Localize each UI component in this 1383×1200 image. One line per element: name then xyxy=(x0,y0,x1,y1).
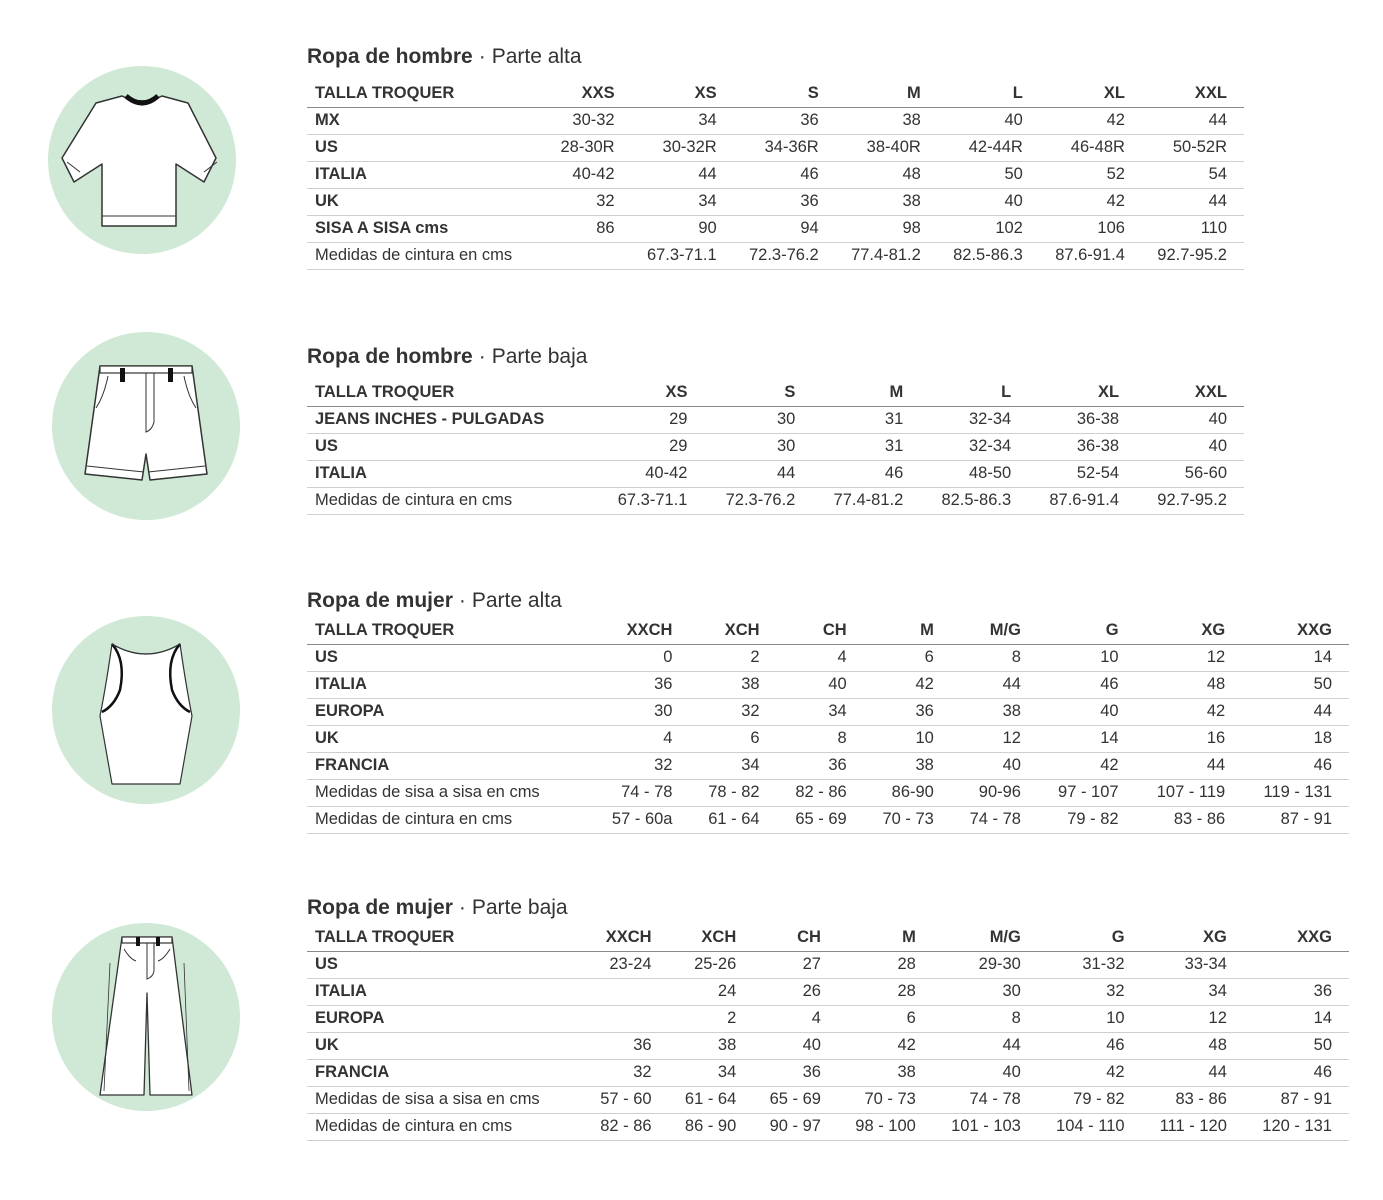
size-value-cell: 90 xyxy=(632,215,734,242)
row-label: JEANS INCHES - PULGADAS xyxy=(307,406,597,433)
size-value-cell: 40 xyxy=(1136,433,1244,460)
size-value-cell: 57 - 60 xyxy=(584,1086,669,1113)
table-header-row xyxy=(307,379,1244,406)
table-row xyxy=(307,779,1349,806)
size-value-cell: 44 xyxy=(951,671,1038,698)
size-value-cell: 86 xyxy=(546,215,631,242)
size-value-cell: 44 xyxy=(933,1032,1038,1059)
size-value-cell: 44 xyxy=(1136,752,1243,779)
size-value-cell: 52-54 xyxy=(1028,460,1136,487)
size-value-cell: 40 xyxy=(1136,406,1244,433)
size-value-cell: 90-96 xyxy=(951,779,1038,806)
size-value-cell: 79 - 82 xyxy=(1038,806,1136,833)
size-value-cell: 30 xyxy=(704,433,812,460)
size-value-cell: 36 xyxy=(1244,978,1349,1005)
row-label: ITALIA xyxy=(307,161,546,188)
tank-top-icon-circle xyxy=(52,616,240,804)
column-header-label: TALLA TROQUER xyxy=(307,924,584,951)
size-value-cell: 12 xyxy=(1142,1005,1244,1032)
size-value-cell: 107 - 119 xyxy=(1136,779,1243,806)
size-value-cell: 34-36R xyxy=(734,134,836,161)
row-label: ITALIA xyxy=(307,460,597,487)
tshirt-icon xyxy=(48,66,236,254)
table-row xyxy=(307,161,1244,188)
size-value-cell: 31 xyxy=(812,406,920,433)
size-value-cell: 42 xyxy=(838,1032,933,1059)
size-value-cell: 6 xyxy=(689,725,776,752)
row-label: Medidas de cintura en cms xyxy=(307,1113,584,1140)
size-value-cell: 48-50 xyxy=(920,460,1028,487)
size-value-cell: 36 xyxy=(734,188,836,215)
size-value-cell: 40 xyxy=(753,1032,838,1059)
size-value-cell: 4 xyxy=(592,725,690,752)
size-value-cell: 102 xyxy=(938,215,1040,242)
size-value-cell: 101 - 103 xyxy=(933,1113,1038,1140)
column-header-size: XXCH xyxy=(592,617,690,644)
size-value-cell: 67.3-71.1 xyxy=(632,242,734,269)
column-header-size: M/G xyxy=(933,924,1038,951)
size-value-cell: 32 xyxy=(546,188,631,215)
size-value-cell: 61 - 64 xyxy=(689,806,776,833)
size-value-cell: 31 xyxy=(812,433,920,460)
size-value-cell: 31-32 xyxy=(1038,951,1142,978)
column-header-label: TALLA TROQUER xyxy=(307,80,546,107)
table-row xyxy=(307,698,1349,725)
size-value-cell: 120 - 131 xyxy=(1244,1113,1349,1140)
size-value-cell xyxy=(1244,951,1349,978)
size-value-cell: 26 xyxy=(753,978,838,1005)
size-value-cell: 82 - 86 xyxy=(777,779,864,806)
size-value-cell: 28 xyxy=(838,951,933,978)
column-header-size: CH xyxy=(777,617,864,644)
size-value-cell xyxy=(546,242,631,269)
size-value-cell: 33-34 xyxy=(1142,951,1244,978)
section-title-separator: · xyxy=(478,345,486,368)
size-value-cell: 40 xyxy=(951,752,1038,779)
column-header-size: M xyxy=(812,379,920,406)
column-header-size: XS xyxy=(632,80,734,107)
table-row xyxy=(307,215,1244,242)
size-value-cell: 83 - 86 xyxy=(1142,1086,1244,1113)
size-value-cell: 10 xyxy=(1038,644,1136,671)
column-header-size: G xyxy=(1038,617,1136,644)
size-value-cell: 77.4-81.2 xyxy=(836,242,938,269)
size-value-cell: 48 xyxy=(1136,671,1243,698)
section-title-rest: Parte alta xyxy=(471,589,562,612)
column-header-label: TALLA TROQUER xyxy=(307,379,597,406)
table-row xyxy=(307,671,1349,698)
size-value-cell: 32 xyxy=(1038,978,1142,1005)
size-value-cell: 50 xyxy=(1242,671,1349,698)
section-title-separator: · xyxy=(458,589,466,612)
size-value-cell: 44 xyxy=(1142,107,1244,134)
table-row xyxy=(307,1113,1349,1140)
size-value-cell: 65 - 69 xyxy=(753,1086,838,1113)
size-value-cell: 42 xyxy=(1038,1059,1142,1086)
column-header-size: XG xyxy=(1142,924,1244,951)
size-value-cell: 30-32 xyxy=(546,107,631,134)
size-value-cell: 8 xyxy=(933,1005,1038,1032)
section-title-men-top xyxy=(307,45,582,69)
row-label: UK xyxy=(307,188,546,215)
size-value-cell xyxy=(584,1005,669,1032)
size-value-cell: 30 xyxy=(592,698,690,725)
size-value-cell: 56-60 xyxy=(1136,460,1244,487)
size-value-cell: 10 xyxy=(1038,1005,1142,1032)
size-value-cell: 94 xyxy=(734,215,836,242)
size-value-cell: 38 xyxy=(838,1059,933,1086)
size-value-cell: 32 xyxy=(689,698,776,725)
size-value-cell: 10 xyxy=(864,725,951,752)
size-value-cell: 28 xyxy=(838,978,933,1005)
table-row xyxy=(307,1059,1349,1086)
section-title-bold: Ropa de mujer xyxy=(307,896,453,919)
size-value-cell: 40 xyxy=(933,1059,1038,1086)
section-title-separator: · xyxy=(458,896,466,919)
row-label: Medidas de cintura en cms xyxy=(307,806,592,833)
column-header-size: XL xyxy=(1040,80,1142,107)
size-value-cell: 72.3-76.2 xyxy=(734,242,836,269)
size-value-cell: 38 xyxy=(836,188,938,215)
size-value-cell: 46-48R xyxy=(1040,134,1142,161)
size-value-cell: 46 xyxy=(1038,1032,1142,1059)
column-header-size: M/G xyxy=(951,617,1038,644)
size-value-cell: 34 xyxy=(632,107,734,134)
size-value-cell: 6 xyxy=(838,1005,933,1032)
tshirt-icon-circle xyxy=(48,66,236,254)
size-value-cell: 36 xyxy=(753,1059,838,1086)
size-value-cell: 42 xyxy=(1040,107,1142,134)
size-value-cell: 36 xyxy=(584,1032,669,1059)
column-header-label: TALLA TROQUER xyxy=(307,617,592,644)
size-value-cell: 74 - 78 xyxy=(951,806,1038,833)
size-value-cell: 14 xyxy=(1242,644,1349,671)
size-value-cell: 57 - 60a xyxy=(592,806,690,833)
size-value-cell: 16 xyxy=(1136,725,1243,752)
size-value-cell: 12 xyxy=(951,725,1038,752)
row-label: UK xyxy=(307,1032,584,1059)
size-value-cell: 30 xyxy=(704,406,812,433)
size-value-cell: 104 - 110 xyxy=(1038,1113,1142,1140)
size-value-cell: 34 xyxy=(632,188,734,215)
row-label: SISA A SISA cms xyxy=(307,215,546,242)
size-value-cell: 8 xyxy=(951,644,1038,671)
size-value-cell: 32-34 xyxy=(920,406,1028,433)
size-value-cell: 40-42 xyxy=(546,161,631,188)
size-value-cell: 29 xyxy=(597,406,705,433)
section-title-women-bottom xyxy=(307,896,568,920)
size-value-cell: 46 xyxy=(1242,752,1349,779)
size-value-cell: 65 - 69 xyxy=(777,806,864,833)
column-header-size: M xyxy=(836,80,938,107)
table-row xyxy=(307,951,1349,978)
size-value-cell: 54 xyxy=(1142,161,1244,188)
size-value-cell: 52 xyxy=(1040,161,1142,188)
size-value-cell: 42 xyxy=(864,671,951,698)
size-value-cell: 46 xyxy=(1244,1059,1349,1086)
table-row xyxy=(307,978,1349,1005)
size-value-cell: 36-38 xyxy=(1028,406,1136,433)
table-row xyxy=(307,433,1244,460)
size-value-cell: 87 - 91 xyxy=(1244,1086,1349,1113)
size-value-cell: 23-24 xyxy=(584,951,669,978)
size-value-cell: 36-38 xyxy=(1028,433,1136,460)
size-value-cell: 8 xyxy=(777,725,864,752)
size-value-cell: 46 xyxy=(734,161,836,188)
table-row xyxy=(307,460,1244,487)
row-label: Medidas de sisa a sisa en cms xyxy=(307,1086,584,1113)
size-value-cell: 82 - 86 xyxy=(584,1113,669,1140)
size-table-men-bottom xyxy=(307,379,1244,515)
size-value-cell: 50 xyxy=(938,161,1040,188)
row-label: ITALIA xyxy=(307,671,592,698)
column-header-size: S xyxy=(734,80,836,107)
size-value-cell: 24 xyxy=(669,978,754,1005)
size-value-cell: 34 xyxy=(669,1059,754,1086)
size-value-cell: 44 xyxy=(1142,1059,1244,1086)
size-value-cell: 32 xyxy=(592,752,690,779)
table-row xyxy=(307,752,1349,779)
size-value-cell: 46 xyxy=(812,460,920,487)
size-value-cell: 29-30 xyxy=(933,951,1038,978)
column-header-size: XL xyxy=(1028,379,1136,406)
size-value-cell: 77.4-81.2 xyxy=(812,487,920,514)
column-header-size: XCH xyxy=(689,617,776,644)
table-row xyxy=(307,487,1244,514)
row-label: UK xyxy=(307,725,592,752)
table-row xyxy=(307,188,1244,215)
column-header-size: XXG xyxy=(1244,924,1349,951)
size-value-cell: 14 xyxy=(1244,1005,1349,1032)
row-label: US xyxy=(307,433,597,460)
size-value-cell: 36 xyxy=(864,698,951,725)
size-value-cell: 32 xyxy=(584,1059,669,1086)
size-value-cell: 6 xyxy=(864,644,951,671)
size-value-cell: 18 xyxy=(1242,725,1349,752)
size-value-cell: 44 xyxy=(1242,698,1349,725)
size-value-cell: 40 xyxy=(777,671,864,698)
size-value-cell: 70 - 73 xyxy=(838,1086,933,1113)
size-value-cell: 12 xyxy=(1136,644,1243,671)
size-value-cell: 34 xyxy=(777,698,864,725)
size-value-cell: 87.6-91.4 xyxy=(1040,242,1142,269)
section-title-men-bottom xyxy=(307,345,587,369)
size-value-cell: 30-32R xyxy=(632,134,734,161)
row-label: US xyxy=(307,644,592,671)
size-value-cell: 0 xyxy=(592,644,690,671)
size-value-cell: 90 - 97 xyxy=(753,1113,838,1140)
column-header-size: XXCH xyxy=(584,924,669,951)
size-value-cell: 119 - 131 xyxy=(1242,779,1349,806)
size-value-cell: 110 xyxy=(1142,215,1244,242)
size-value-cell: 92.7-95.2 xyxy=(1136,487,1244,514)
size-value-cell: 78 - 82 xyxy=(689,779,776,806)
size-value-cell: 32-34 xyxy=(920,433,1028,460)
column-header-size: L xyxy=(920,379,1028,406)
row-label: Medidas de sisa a sisa en cms xyxy=(307,779,592,806)
size-value-cell: 74 - 78 xyxy=(933,1086,1038,1113)
size-value-cell: 70 - 73 xyxy=(864,806,951,833)
size-value-cell: 34 xyxy=(1142,978,1244,1005)
section-title-rest: Parte baja xyxy=(471,896,568,919)
size-value-cell: 44 xyxy=(1142,188,1244,215)
size-value-cell: 34 xyxy=(689,752,776,779)
row-label: FRANCIA xyxy=(307,1059,584,1086)
table-row xyxy=(307,1032,1349,1059)
size-value-cell: 2 xyxy=(669,1005,754,1032)
column-header-size: L xyxy=(938,80,1040,107)
row-label: ITALIA xyxy=(307,978,584,1005)
size-value-cell: 42 xyxy=(1038,752,1136,779)
row-label: US xyxy=(307,134,546,161)
size-value-cell: 38 xyxy=(951,698,1038,725)
size-value-cell: 40 xyxy=(938,188,1040,215)
table-header-row xyxy=(307,617,1349,644)
size-value-cell: 79 - 82 xyxy=(1038,1086,1142,1113)
section-title-bold: Ropa de hombre xyxy=(307,345,473,368)
size-value-cell: 4 xyxy=(777,644,864,671)
table-row xyxy=(307,1005,1349,1032)
size-value-cell: 36 xyxy=(592,671,690,698)
size-value-cell: 74 - 78 xyxy=(592,779,690,806)
size-value-cell: 36 xyxy=(734,107,836,134)
size-value-cell: 36 xyxy=(777,752,864,779)
size-value-cell: 44 xyxy=(704,460,812,487)
table-row xyxy=(307,134,1244,161)
size-value-cell: 87 - 91 xyxy=(1242,806,1349,833)
size-value-cell: 48 xyxy=(836,161,938,188)
row-label: FRANCIA xyxy=(307,752,592,779)
size-value-cell: 67.3-71.1 xyxy=(597,487,705,514)
size-value-cell: 97 - 107 xyxy=(1038,779,1136,806)
table-header-row xyxy=(307,80,1244,107)
size-value-cell: 61 - 64 xyxy=(669,1086,754,1113)
size-table-men-top xyxy=(307,80,1244,270)
table-row xyxy=(307,644,1349,671)
pants-icon-circle xyxy=(52,923,240,1111)
size-value-cell: 4 xyxy=(753,1005,838,1032)
size-value-cell: 30 xyxy=(933,978,1038,1005)
row-label: MX xyxy=(307,107,546,134)
shorts-icon-circle xyxy=(52,332,240,520)
size-value-cell: 14 xyxy=(1038,725,1136,752)
tank-top-icon xyxy=(52,616,240,804)
size-value-cell: 42 xyxy=(1040,188,1142,215)
pants-icon xyxy=(52,923,240,1111)
size-value-cell: 38-40R xyxy=(836,134,938,161)
size-value-cell: 42-44R xyxy=(938,134,1040,161)
size-value-cell: 38 xyxy=(669,1032,754,1059)
size-value-cell: 42 xyxy=(1136,698,1243,725)
column-header-size: M xyxy=(838,924,933,951)
column-header-size: S xyxy=(704,379,812,406)
size-value-cell: 87.6-91.4 xyxy=(1028,487,1136,514)
row-label: EUROPA xyxy=(307,1005,584,1032)
size-value-cell: 82.5-86.3 xyxy=(938,242,1040,269)
size-value-cell: 111 - 120 xyxy=(1142,1113,1244,1140)
size-value-cell: 98 xyxy=(836,215,938,242)
table-row xyxy=(307,1086,1349,1113)
size-value-cell: 38 xyxy=(689,671,776,698)
size-value-cell: 40 xyxy=(938,107,1040,134)
table-row xyxy=(307,725,1349,752)
size-value-cell: 86 - 90 xyxy=(669,1113,754,1140)
section-title-rest: Parte baja xyxy=(491,345,588,368)
row-label: Medidas de cintura en cms xyxy=(307,242,546,269)
size-value-cell: 28-30R xyxy=(546,134,631,161)
section-title-separator: · xyxy=(478,45,486,68)
table-row xyxy=(307,406,1244,433)
size-value-cell xyxy=(584,978,669,1005)
size-value-cell: 25-26 xyxy=(669,951,754,978)
size-value-cell: 27 xyxy=(753,951,838,978)
size-value-cell: 92.7-95.2 xyxy=(1142,242,1244,269)
size-value-cell: 82.5-86.3 xyxy=(920,487,1028,514)
size-value-cell: 48 xyxy=(1142,1032,1244,1059)
column-header-size: G xyxy=(1038,924,1142,951)
size-value-cell: 38 xyxy=(836,107,938,134)
table-row xyxy=(307,107,1244,134)
size-value-cell: 46 xyxy=(1038,671,1136,698)
column-header-size: XXS xyxy=(546,80,631,107)
column-header-size: XG xyxy=(1136,617,1243,644)
size-value-cell: 72.3-76.2 xyxy=(704,487,812,514)
shorts-icon xyxy=(52,332,240,520)
size-value-cell: 38 xyxy=(864,752,951,779)
size-value-cell: 106 xyxy=(1040,215,1142,242)
size-value-cell: 44 xyxy=(632,161,734,188)
table-row xyxy=(307,242,1244,269)
table-row xyxy=(307,806,1349,833)
column-header-size: CH xyxy=(753,924,838,951)
size-value-cell: 29 xyxy=(597,433,705,460)
size-value-cell: 98 - 100 xyxy=(838,1113,933,1140)
column-header-size: XXG xyxy=(1242,617,1349,644)
column-header-size: M xyxy=(864,617,951,644)
section-title-rest: Parte alta xyxy=(491,45,582,68)
size-value-cell: 86-90 xyxy=(864,779,951,806)
size-value-cell: 40 xyxy=(1038,698,1136,725)
size-table-women-bottom xyxy=(307,924,1349,1141)
size-value-cell: 50 xyxy=(1244,1032,1349,1059)
row-label: Medidas de cintura en cms xyxy=(307,487,597,514)
column-header-size: XXL xyxy=(1142,80,1244,107)
section-title-bold: Ropa de mujer xyxy=(307,589,453,612)
column-header-size: XCH xyxy=(669,924,754,951)
column-header-size: XS xyxy=(597,379,705,406)
column-header-size: XXL xyxy=(1136,379,1244,406)
row-label: EUROPA xyxy=(307,698,592,725)
size-value-cell: 50-52R xyxy=(1142,134,1244,161)
size-table-women-top xyxy=(307,617,1349,834)
row-label: US xyxy=(307,951,584,978)
section-title-bold: Ropa de hombre xyxy=(307,45,473,68)
table-header-row xyxy=(307,924,1349,951)
section-title-women-top xyxy=(307,589,562,613)
size-value-cell: 40-42 xyxy=(597,460,705,487)
size-value-cell: 83 - 86 xyxy=(1136,806,1243,833)
size-value-cell: 2 xyxy=(689,644,776,671)
